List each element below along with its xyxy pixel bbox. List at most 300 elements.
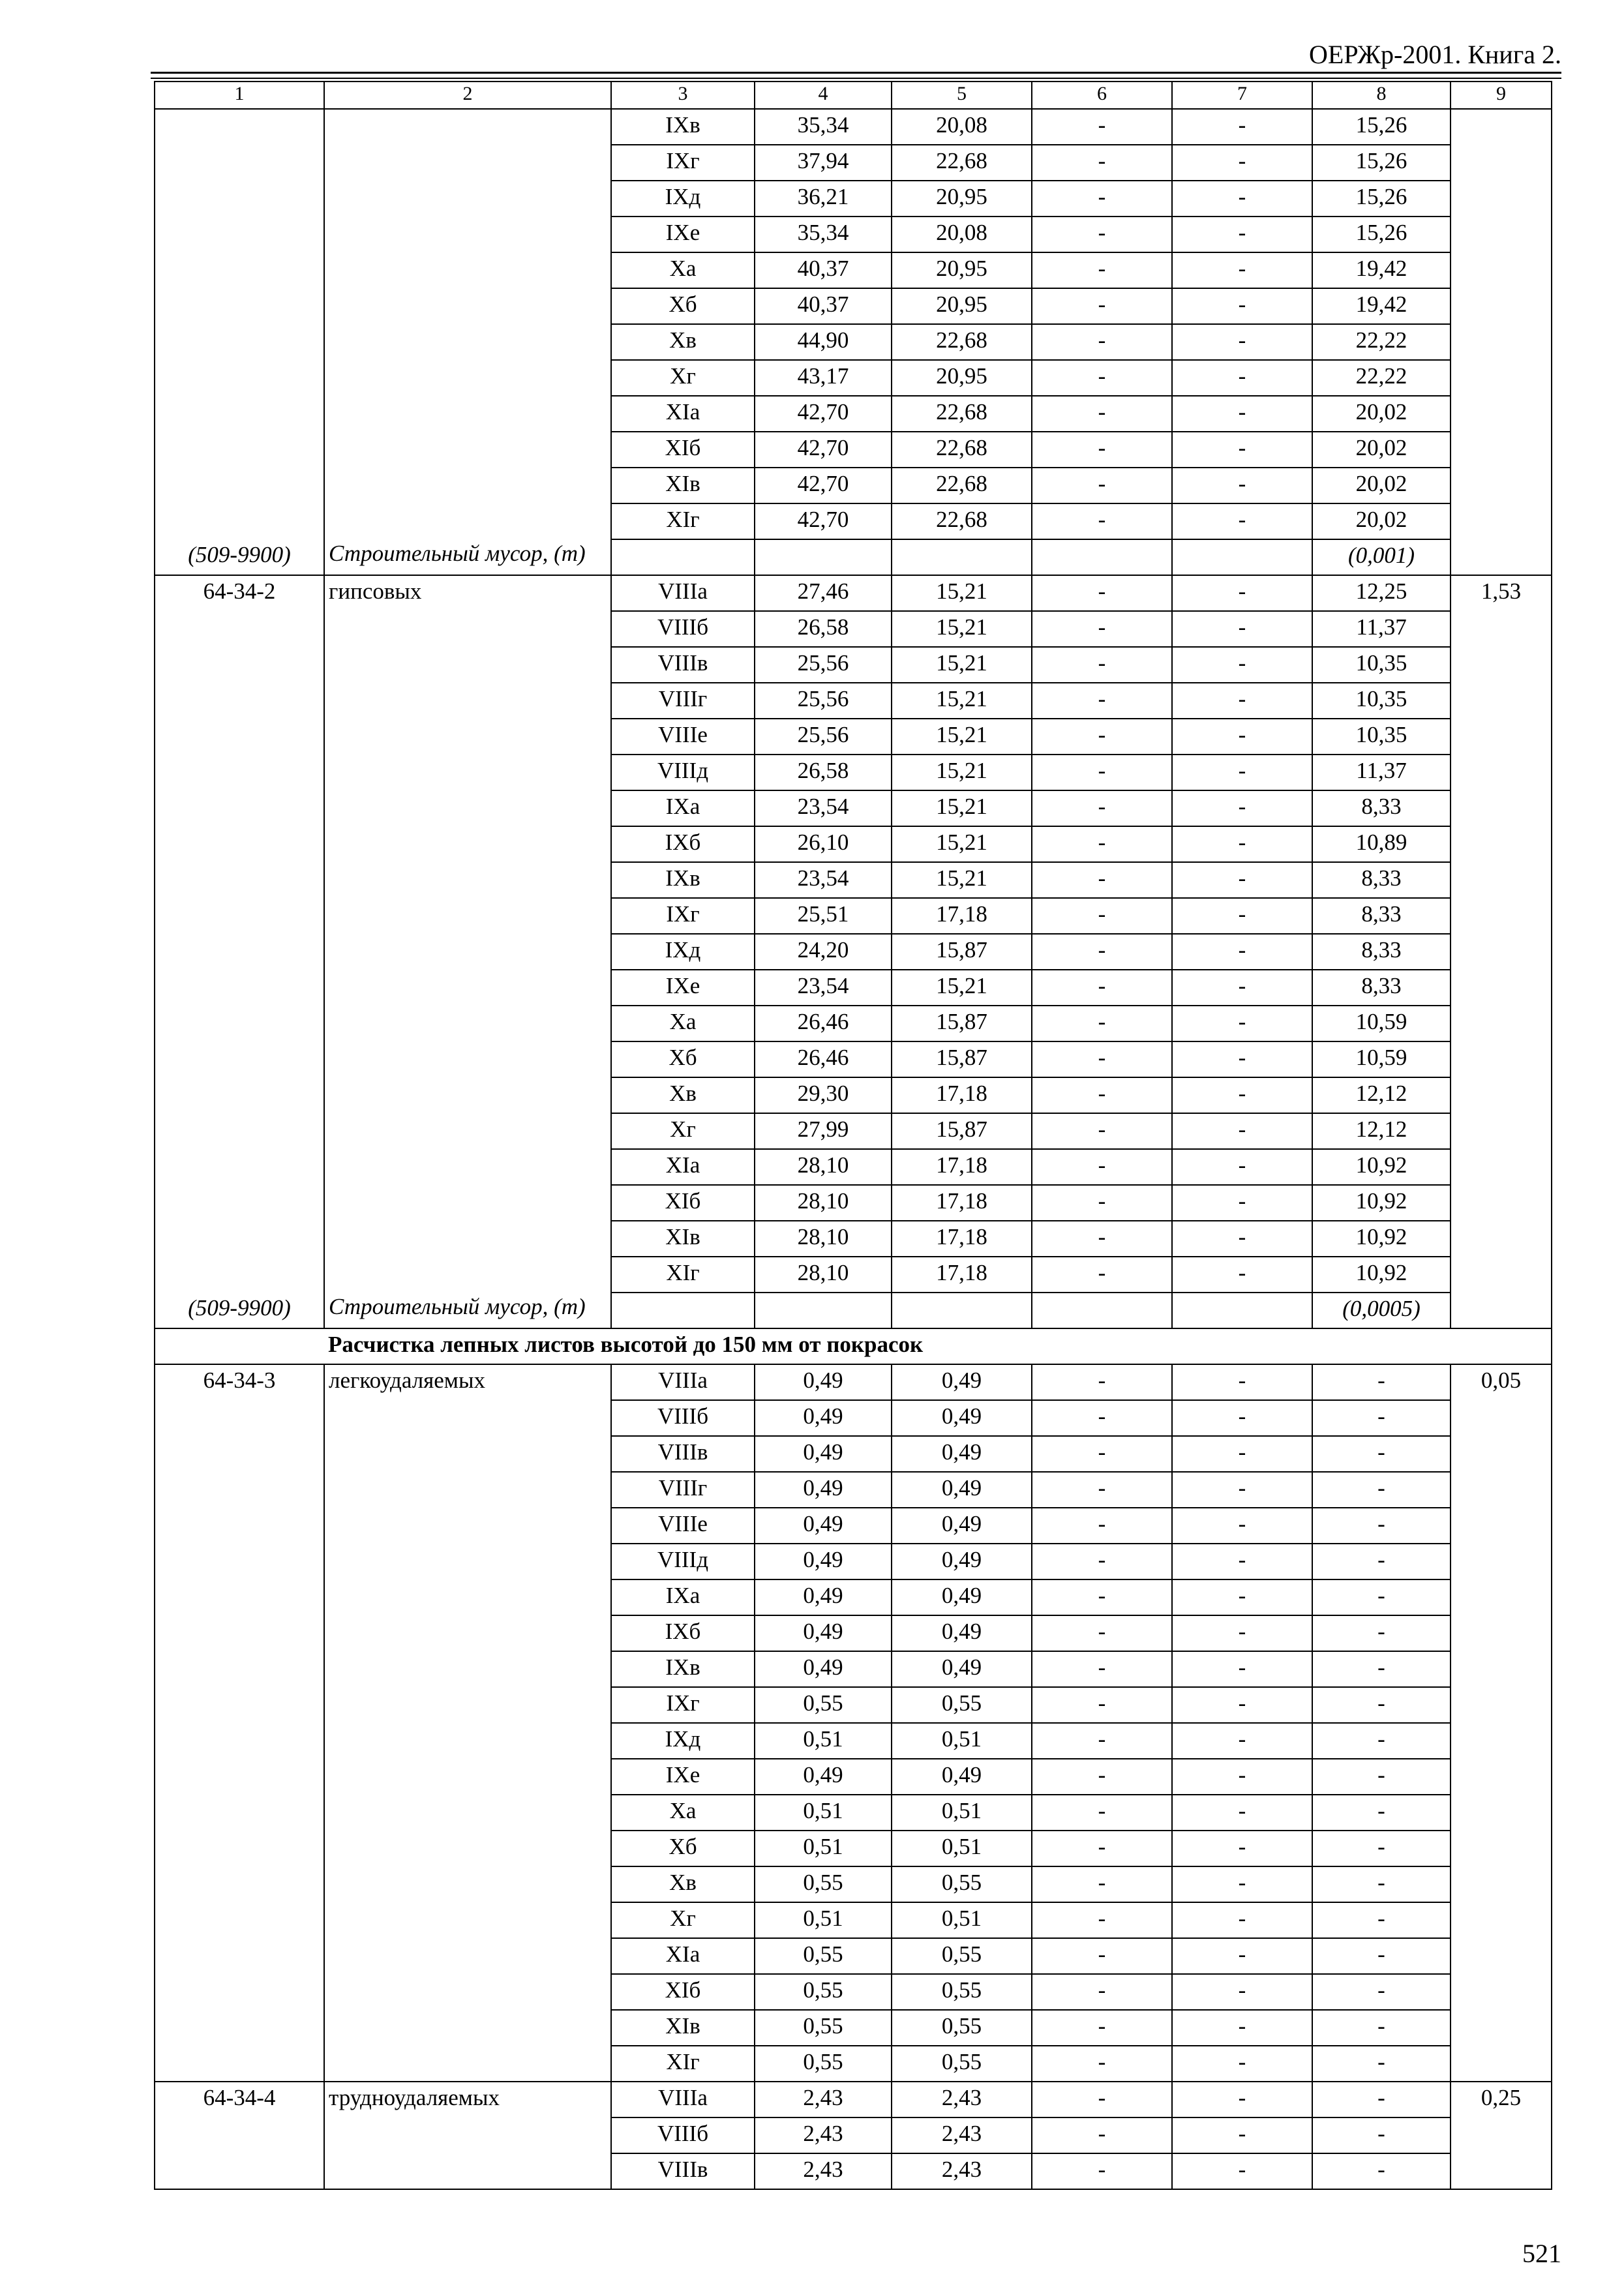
value-cell: 28,10 bbox=[755, 1257, 892, 1293]
value-cell: - bbox=[1032, 2153, 1172, 2189]
table-row bbox=[155, 1938, 1552, 1974]
name-cell bbox=[324, 934, 611, 970]
value-cell: - bbox=[1032, 1795, 1172, 1831]
table-row bbox=[155, 1041, 1552, 1077]
value-cell: - bbox=[1032, 1436, 1172, 1472]
table-row bbox=[155, 2117, 1552, 2153]
table-row bbox=[155, 145, 1552, 181]
code-cell bbox=[155, 324, 324, 360]
value-cell: 0,49 bbox=[892, 1579, 1032, 1615]
value-cell: 0,55 bbox=[755, 1866, 892, 1902]
table-row bbox=[155, 1902, 1552, 1938]
value-cell: 2,43 bbox=[892, 2153, 1032, 2189]
value-cell: - bbox=[1172, 826, 1312, 862]
col9-cell bbox=[1451, 1221, 1552, 1257]
code-cell bbox=[155, 145, 324, 181]
value-cell: 22,68 bbox=[892, 396, 1032, 432]
value-cell: - bbox=[1032, 1687, 1172, 1723]
col9-cell bbox=[1451, 432, 1552, 468]
code-cell bbox=[155, 217, 324, 252]
value-cell: 0,51 bbox=[892, 1723, 1032, 1759]
table-row bbox=[155, 1221, 1552, 1257]
value-cell: - bbox=[1312, 1508, 1451, 1544]
col9-cell bbox=[1451, 1723, 1552, 1759]
col9-cell bbox=[1451, 109, 1552, 145]
value-cell: 20,95 bbox=[892, 181, 1032, 217]
name-cell bbox=[324, 396, 611, 432]
value-cell: 15,87 bbox=[892, 1006, 1032, 1041]
value-cell: 40,37 bbox=[755, 252, 892, 288]
value-cell: 0,55 bbox=[755, 2010, 892, 2046]
value-cell: - bbox=[1172, 1113, 1312, 1149]
value-cell: 35,34 bbox=[755, 109, 892, 145]
value-cell: 15,21 bbox=[892, 575, 1032, 611]
name-cell: легкоудаляемых bbox=[324, 1364, 611, 1400]
section-title: Расчистка лепных листов высотой до 150 мм от покрасок bbox=[324, 1328, 1552, 1364]
value-cell: Xг bbox=[611, 1902, 755, 1938]
value-cell: IXб bbox=[611, 1615, 755, 1651]
table-row bbox=[155, 181, 1552, 217]
code-cell bbox=[155, 2117, 324, 2153]
value-cell: - bbox=[1032, 360, 1172, 396]
value-cell: 0,55 bbox=[892, 2046, 1032, 2082]
table-row bbox=[155, 1795, 1552, 1831]
value-cell: - bbox=[1032, 575, 1172, 611]
name-cell bbox=[324, 360, 611, 396]
value-cell: - bbox=[1312, 1687, 1451, 1723]
table-row bbox=[155, 1866, 1552, 1902]
value-cell: - bbox=[1312, 1831, 1451, 1866]
value-cell: 0,51 bbox=[755, 1902, 892, 1938]
empty-cell bbox=[1032, 539, 1172, 575]
value-cell: 12,25 bbox=[1312, 575, 1451, 611]
material-value: (0,001) bbox=[1312, 539, 1451, 575]
value-cell: 19,42 bbox=[1312, 288, 1451, 324]
code-cell bbox=[155, 1723, 324, 1759]
code-cell bbox=[155, 1866, 324, 1902]
value-cell: 23,54 bbox=[755, 970, 892, 1006]
name-cell bbox=[324, 755, 611, 790]
value-cell: - bbox=[1032, 1077, 1172, 1113]
name-cell bbox=[324, 1651, 611, 1687]
col9-cell bbox=[1451, 1113, 1552, 1149]
value-cell: 8,33 bbox=[1312, 790, 1451, 826]
value-cell: - bbox=[1032, 1902, 1172, 1938]
value-cell: - bbox=[1312, 2082, 1451, 2117]
value-cell: XIг bbox=[611, 2046, 755, 2082]
table-row bbox=[155, 647, 1552, 683]
table-row bbox=[155, 503, 1552, 539]
value-cell: 22,68 bbox=[892, 503, 1032, 539]
value-cell: IXб bbox=[611, 826, 755, 862]
empty-cell bbox=[755, 1293, 892, 1328]
table-row bbox=[155, 1400, 1552, 1436]
code-cell bbox=[155, 755, 324, 790]
value-cell: 0,49 bbox=[892, 1615, 1032, 1651]
value-cell: - bbox=[1032, 468, 1172, 503]
code-cell bbox=[155, 790, 324, 826]
table-row bbox=[155, 611, 1552, 647]
value-cell: - bbox=[1032, 1006, 1172, 1041]
value-cell: - bbox=[1032, 2117, 1172, 2153]
value-cell: Xб bbox=[611, 288, 755, 324]
value-cell: 2,43 bbox=[755, 2117, 892, 2153]
value-cell: - bbox=[1172, 719, 1312, 755]
value-cell: 22,68 bbox=[892, 468, 1032, 503]
value-cell: VIIIд bbox=[611, 1544, 755, 1579]
code-cell bbox=[155, 1687, 324, 1723]
header-rule-thin bbox=[151, 78, 1561, 79]
value-cell: 28,10 bbox=[755, 1221, 892, 1257]
code-cell bbox=[155, 109, 324, 145]
value-cell: - bbox=[1032, 324, 1172, 360]
value-cell: - bbox=[1312, 1902, 1451, 1938]
col9-cell bbox=[1451, 1006, 1552, 1041]
value-cell: - bbox=[1172, 2153, 1312, 2189]
value-cell: 10,92 bbox=[1312, 1185, 1451, 1221]
column-number-row bbox=[155, 82, 1552, 109]
code-cell bbox=[155, 1902, 324, 1938]
value-cell: - bbox=[1172, 934, 1312, 970]
value-cell: - bbox=[1032, 1866, 1172, 1902]
value-cell: 42,70 bbox=[755, 503, 892, 539]
value-cell: IXг bbox=[611, 898, 755, 934]
col9-cell bbox=[1451, 683, 1552, 719]
code-cell bbox=[155, 288, 324, 324]
col9-cell: 1,53 bbox=[1451, 575, 1552, 611]
value-cell: VIIIб bbox=[611, 2117, 755, 2153]
value-cell: 20,08 bbox=[892, 109, 1032, 145]
name-cell bbox=[324, 1687, 611, 1723]
value-cell: 0,51 bbox=[892, 1902, 1032, 1938]
column-number: 7 bbox=[1172, 82, 1312, 109]
code-cell bbox=[155, 647, 324, 683]
value-cell: 15,21 bbox=[892, 790, 1032, 826]
value-cell: 20,95 bbox=[892, 252, 1032, 288]
col9-cell bbox=[1451, 898, 1552, 934]
col9-cell bbox=[1451, 1472, 1552, 1508]
value-cell: 0,49 bbox=[892, 1436, 1032, 1472]
table-row bbox=[155, 252, 1552, 288]
value-cell: - bbox=[1032, 432, 1172, 468]
col9-cell bbox=[1451, 719, 1552, 755]
name-cell bbox=[324, 970, 611, 1006]
value-cell: 15,21 bbox=[892, 862, 1032, 898]
name-cell bbox=[324, 1149, 611, 1185]
value-cell: - bbox=[1032, 1544, 1172, 1579]
value-cell: XIг bbox=[611, 503, 755, 539]
table-row bbox=[155, 1185, 1552, 1221]
col9-cell bbox=[1451, 2010, 1552, 2046]
value-cell: IXе bbox=[611, 217, 755, 252]
value-cell: - bbox=[1172, 970, 1312, 1006]
code-cell bbox=[155, 1472, 324, 1508]
value-cell: 10,59 bbox=[1312, 1006, 1451, 1041]
value-cell: 0,51 bbox=[755, 1723, 892, 1759]
name-cell bbox=[324, 1579, 611, 1615]
column-number: 9 bbox=[1451, 82, 1552, 109]
value-cell: - bbox=[1172, 1687, 1312, 1723]
table-row bbox=[155, 683, 1552, 719]
col9-cell bbox=[1451, 970, 1552, 1006]
value-cell: XIг bbox=[611, 1257, 755, 1293]
col9-cell bbox=[1451, 2153, 1552, 2189]
value-cell: 20,08 bbox=[892, 217, 1032, 252]
value-cell: VIIIв bbox=[611, 647, 755, 683]
name-cell bbox=[324, 1902, 611, 1938]
value-cell: 10,92 bbox=[1312, 1149, 1451, 1185]
value-cell: - bbox=[1032, 683, 1172, 719]
value-cell: - bbox=[1172, 360, 1312, 396]
value-cell: IXг bbox=[611, 145, 755, 181]
value-cell: - bbox=[1172, 2117, 1312, 2153]
value-cell: 2,43 bbox=[755, 2082, 892, 2117]
table-row bbox=[155, 1006, 1552, 1041]
table-row bbox=[155, 898, 1552, 934]
value-cell: 37,94 bbox=[755, 145, 892, 181]
value-cell: 28,10 bbox=[755, 1185, 892, 1221]
value-cell: - bbox=[1172, 2046, 1312, 2082]
col9-cell bbox=[1451, 1938, 1552, 1974]
value-cell: 0,51 bbox=[755, 1795, 892, 1831]
code-cell bbox=[155, 1544, 324, 1579]
value-cell: - bbox=[1172, 1257, 1312, 1293]
code-cell bbox=[155, 2010, 324, 2046]
name-cell bbox=[324, 862, 611, 898]
value-cell: Xа bbox=[611, 1006, 755, 1041]
value-cell: 0,49 bbox=[755, 1472, 892, 1508]
table-row bbox=[155, 2010, 1552, 2046]
value-cell: 22,68 bbox=[892, 324, 1032, 360]
column-number: 6 bbox=[1032, 82, 1172, 109]
table-row bbox=[155, 109, 1552, 145]
value-cell: Xв bbox=[611, 324, 755, 360]
value-cell: 0,49 bbox=[892, 1759, 1032, 1795]
table-row bbox=[155, 1579, 1552, 1615]
value-cell: - bbox=[1032, 181, 1172, 217]
table-row bbox=[155, 217, 1552, 252]
column-number: 3 bbox=[611, 82, 755, 109]
value-cell: 20,02 bbox=[1312, 396, 1451, 432]
table-row bbox=[155, 1077, 1552, 1113]
table-row bbox=[155, 790, 1552, 826]
material-row bbox=[155, 1293, 1552, 1328]
value-cell: - bbox=[1032, 288, 1172, 324]
value-cell: 20,02 bbox=[1312, 503, 1451, 539]
name-cell bbox=[324, 503, 611, 539]
value-cell: 15,87 bbox=[892, 1113, 1032, 1149]
value-cell: 0,49 bbox=[892, 1364, 1032, 1400]
col9-cell bbox=[1451, 1579, 1552, 1615]
value-cell: XIа bbox=[611, 1938, 755, 1974]
value-cell: - bbox=[1172, 611, 1312, 647]
table-row bbox=[155, 1472, 1552, 1508]
code-cell bbox=[155, 1831, 324, 1866]
value-cell: - bbox=[1172, 1006, 1312, 1041]
code-cell bbox=[155, 360, 324, 396]
column-number: 8 bbox=[1312, 82, 1451, 109]
value-cell: VIIIв bbox=[611, 2153, 755, 2189]
code-cell bbox=[155, 468, 324, 503]
value-cell: VIIIв bbox=[611, 1436, 755, 1472]
value-cell: VIIIа bbox=[611, 2082, 755, 2117]
value-cell: 15,26 bbox=[1312, 181, 1451, 217]
column-number: 2 bbox=[324, 82, 611, 109]
value-cell: 15,26 bbox=[1312, 109, 1451, 145]
value-cell: - bbox=[1032, 1831, 1172, 1866]
empty-cell bbox=[611, 539, 755, 575]
value-cell: - bbox=[1172, 2082, 1312, 2117]
value-cell: - bbox=[1172, 396, 1312, 432]
value-cell: - bbox=[1172, 1436, 1312, 1472]
col9-cell bbox=[1451, 396, 1552, 432]
table-row bbox=[155, 396, 1552, 432]
value-cell: VIIIа bbox=[611, 1364, 755, 1400]
value-cell: 17,18 bbox=[892, 1257, 1032, 1293]
value-cell: 0,49 bbox=[892, 1400, 1032, 1436]
value-cell: - bbox=[1312, 1436, 1451, 1472]
col9-cell bbox=[1451, 790, 1552, 826]
name-cell bbox=[324, 647, 611, 683]
value-cell: - bbox=[1032, 611, 1172, 647]
col9-cell bbox=[1451, 360, 1552, 396]
value-cell: - bbox=[1312, 1364, 1451, 1400]
value-cell: - bbox=[1032, 1759, 1172, 1795]
value-cell: 43,17 bbox=[755, 360, 892, 396]
value-cell: 15,21 bbox=[892, 970, 1032, 1006]
code-cell bbox=[155, 862, 324, 898]
value-cell: - bbox=[1172, 1831, 1312, 1866]
value-cell: - bbox=[1032, 503, 1172, 539]
col9-cell bbox=[1451, 1544, 1552, 1579]
value-cell: - bbox=[1172, 1795, 1312, 1831]
code-cell bbox=[155, 1759, 324, 1795]
value-cell: 15,21 bbox=[892, 719, 1032, 755]
code-cell bbox=[155, 1974, 324, 2010]
name-cell bbox=[324, 2153, 611, 2189]
name-cell bbox=[324, 790, 611, 826]
value-cell: VIIIб bbox=[611, 611, 755, 647]
value-cell: 22,22 bbox=[1312, 324, 1451, 360]
value-cell: VIIIа bbox=[611, 575, 755, 611]
value-cell: 0,49 bbox=[755, 1508, 892, 1544]
value-cell: IXа bbox=[611, 1579, 755, 1615]
code-cell bbox=[155, 1651, 324, 1687]
value-cell: 22,22 bbox=[1312, 360, 1451, 396]
value-cell: - bbox=[1312, 1544, 1451, 1579]
value-cell: 0,55 bbox=[892, 1974, 1032, 2010]
value-cell: Xг bbox=[611, 360, 755, 396]
value-cell: 19,42 bbox=[1312, 252, 1451, 288]
value-cell: 36,21 bbox=[755, 181, 892, 217]
value-cell: - bbox=[1032, 755, 1172, 790]
value-cell: VIIIд bbox=[611, 755, 755, 790]
value-cell: 10,35 bbox=[1312, 647, 1451, 683]
value-cell: - bbox=[1172, 432, 1312, 468]
value-cell: 0,55 bbox=[892, 1687, 1032, 1723]
code-cell bbox=[155, 1006, 324, 1041]
value-cell: 0,49 bbox=[755, 1436, 892, 1472]
name-cell bbox=[324, 1508, 611, 1544]
value-cell: - bbox=[1172, 503, 1312, 539]
col9-cell bbox=[1451, 1759, 1552, 1795]
value-cell: 0,49 bbox=[755, 1364, 892, 1400]
value-cell: IXв bbox=[611, 1651, 755, 1687]
value-cell: 0,49 bbox=[755, 1400, 892, 1436]
table-row bbox=[155, 432, 1552, 468]
value-cell: - bbox=[1172, 217, 1312, 252]
value-cell: - bbox=[1172, 1077, 1312, 1113]
col9-cell bbox=[1451, 324, 1552, 360]
name-cell bbox=[324, 288, 611, 324]
value-cell: - bbox=[1032, 1113, 1172, 1149]
name-cell bbox=[324, 1831, 611, 1866]
name-cell bbox=[324, 1041, 611, 1077]
value-cell: 26,58 bbox=[755, 755, 892, 790]
table-row bbox=[155, 719, 1552, 755]
table-row bbox=[155, 970, 1552, 1006]
col9-cell bbox=[1451, 1831, 1552, 1866]
code-cell bbox=[155, 1436, 324, 1472]
value-cell: 20,02 bbox=[1312, 468, 1451, 503]
value-cell: IXд bbox=[611, 1723, 755, 1759]
material-name: Строительный мусор, (т) bbox=[324, 539, 611, 575]
value-cell: - bbox=[1172, 252, 1312, 288]
col9-cell bbox=[1451, 826, 1552, 862]
value-cell: - bbox=[1312, 1615, 1451, 1651]
value-cell: - bbox=[1032, 1149, 1172, 1185]
value-cell: IXа bbox=[611, 790, 755, 826]
name-cell bbox=[324, 252, 611, 288]
column-number: 1 bbox=[155, 82, 324, 109]
value-cell: 0,55 bbox=[892, 1866, 1032, 1902]
table-row bbox=[155, 755, 1552, 790]
value-cell: - bbox=[1172, 1472, 1312, 1508]
material-code: (509-9900) bbox=[155, 1293, 324, 1328]
value-cell: - bbox=[1172, 1651, 1312, 1687]
empty-cell bbox=[892, 1293, 1032, 1328]
value-cell: - bbox=[1312, 1795, 1451, 1831]
value-cell: IXв bbox=[611, 109, 755, 145]
value-cell: 0,55 bbox=[755, 2046, 892, 2082]
value-cell: XIв bbox=[611, 468, 755, 503]
table-row bbox=[155, 1544, 1552, 1579]
empty-cell bbox=[1172, 1293, 1312, 1328]
value-cell: 25,51 bbox=[755, 898, 892, 934]
empty-cell bbox=[892, 539, 1032, 575]
value-cell: 0,49 bbox=[755, 1759, 892, 1795]
code-cell bbox=[155, 611, 324, 647]
name-cell bbox=[324, 468, 611, 503]
value-cell: - bbox=[1172, 1902, 1312, 1938]
value-cell: VIIIг bbox=[611, 683, 755, 719]
page-number: 521 bbox=[1522, 2239, 1561, 2268]
value-cell: IXв bbox=[611, 862, 755, 898]
name-cell bbox=[324, 2117, 611, 2153]
code-cell bbox=[155, 1041, 324, 1077]
value-cell: XIа bbox=[611, 1149, 755, 1185]
value-cell: 15,87 bbox=[892, 1041, 1032, 1077]
table-row bbox=[155, 468, 1552, 503]
value-cell: - bbox=[1032, 898, 1172, 934]
value-cell: 0,49 bbox=[755, 1579, 892, 1615]
value-cell: 42,70 bbox=[755, 396, 892, 432]
value-cell: - bbox=[1032, 719, 1172, 755]
name-cell: гипсовых bbox=[324, 575, 611, 611]
column-number: 4 bbox=[755, 82, 892, 109]
value-cell: - bbox=[1172, 1544, 1312, 1579]
name-cell bbox=[324, 898, 611, 934]
